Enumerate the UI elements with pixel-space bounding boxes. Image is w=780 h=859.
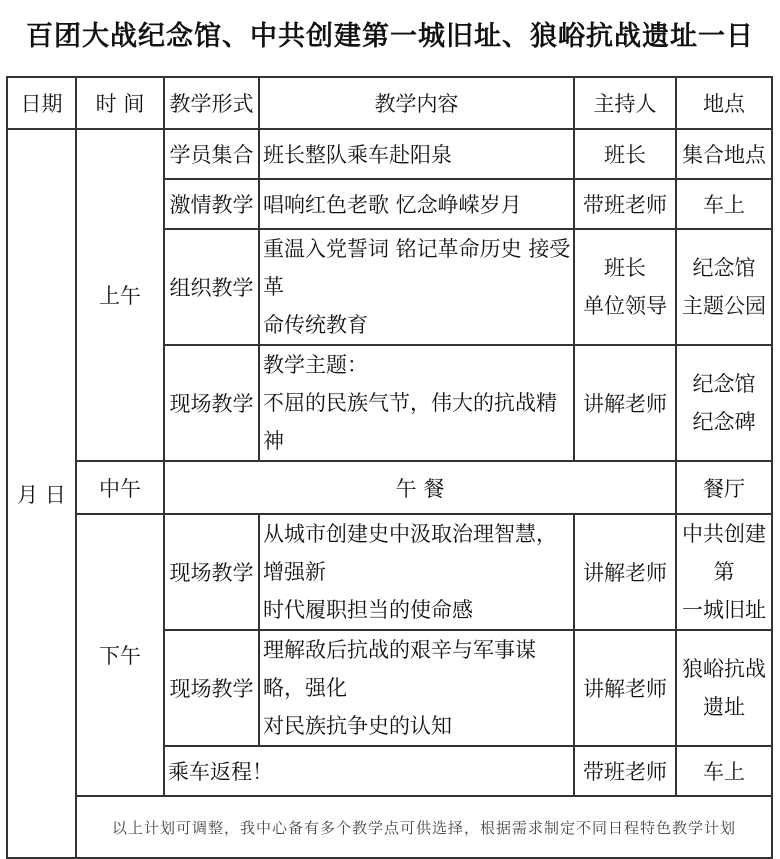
content-cell (259, 630, 574, 746)
host-cell (574, 229, 676, 345)
location-line: 纪念馆 (692, 256, 756, 280)
page-title: 百团大战纪念馆、中共创建第一城旧址、狼峪抗战遗址一日 (26, 21, 754, 52)
content-line: 理解敌后抗战的艰辛与军事谋略，强化 (263, 638, 536, 700)
form-cell: 激情教学 (164, 179, 259, 229)
form-cell: 现场教学 (164, 345, 259, 461)
location-cell: 集合地点 (676, 129, 772, 179)
content-line: 对民族抗争史的认知 (263, 714, 452, 738)
host-cell: 班长 (574, 129, 676, 179)
table-row (7, 514, 772, 630)
header-form: 教学形式 (164, 77, 259, 129)
date-cell: 月 日 (7, 129, 76, 858)
host-line: 班长 (604, 256, 646, 280)
content-cell (259, 514, 574, 630)
content-line: 从城市创建史中汲取治理智慧，增强新 (263, 522, 557, 584)
content-line: 教学主题： (263, 353, 368, 377)
period-afternoon: 下午 (76, 514, 164, 796)
table-row (7, 129, 772, 179)
table-footer-row (7, 796, 772, 858)
host-cell: 讲解老师 (574, 630, 676, 746)
host-cell: 带班老师 (574, 746, 676, 796)
location-line: 中共创建第 (682, 522, 766, 584)
content-line: 时代履职担当的使命感 (263, 598, 473, 622)
content-line: 命传统教育 (263, 313, 368, 337)
location-cell (676, 229, 772, 345)
header-date: 日期 (7, 77, 76, 129)
content-cell: 唱响红色老歌 忆念峥嵘岁月 (259, 179, 574, 229)
period-morning: 上午 (76, 129, 164, 461)
location-line: 纪念馆 (692, 372, 756, 396)
location-cell: 车上 (676, 179, 772, 229)
table-row (7, 461, 772, 514)
location-line: 狼峪抗战 (682, 657, 766, 681)
return-cell: 乘车返程！ (164, 746, 574, 796)
location-cell (676, 630, 772, 746)
content-cell (259, 229, 574, 345)
host-cell: 带班老师 (574, 179, 676, 229)
location-line: 遗址 (703, 695, 745, 719)
host-cell: 讲解老师 (574, 514, 676, 630)
header-content: 教学内容 (259, 77, 574, 129)
footer-note: 以上计划可调整，我中心备有多个教学点可供选择，根据需求制定不同日程特色教学计划 (76, 796, 772, 858)
period-noon: 中午 (76, 461, 164, 514)
host-cell: 讲解老师 (574, 345, 676, 461)
host-line: 单位领导 (583, 294, 667, 318)
location-cell: 餐厅 (676, 461, 772, 514)
header-host: 主持人 (574, 77, 676, 129)
header-location: 地点 (676, 77, 772, 129)
form-cell: 组织教学 (164, 229, 259, 345)
location-cell (676, 514, 772, 630)
schedule-table (6, 76, 773, 859)
content-cell (259, 345, 574, 461)
lunch-cell: 午 餐 (164, 461, 676, 514)
header-time: 时 间 (76, 77, 164, 129)
content-cell: 班长整队乘车赴阳泉 (259, 129, 574, 179)
location-line: 主题公园 (682, 294, 766, 318)
form-cell: 学员集合 (164, 129, 259, 179)
content-line: 重温入党誓词 铭记革命历史 接受革 (263, 237, 571, 299)
location-line: 纪念碑 (692, 410, 756, 434)
form-cell: 现场教学 (164, 514, 259, 630)
content-line: 不屈的民族气节，伟大的抗战精神 (263, 391, 557, 453)
table-header-row (7, 77, 772, 129)
location-cell (676, 345, 772, 461)
location-line: 一城旧址 (682, 598, 766, 622)
location-cell: 车上 (676, 746, 772, 796)
form-cell: 现场教学 (164, 630, 259, 746)
